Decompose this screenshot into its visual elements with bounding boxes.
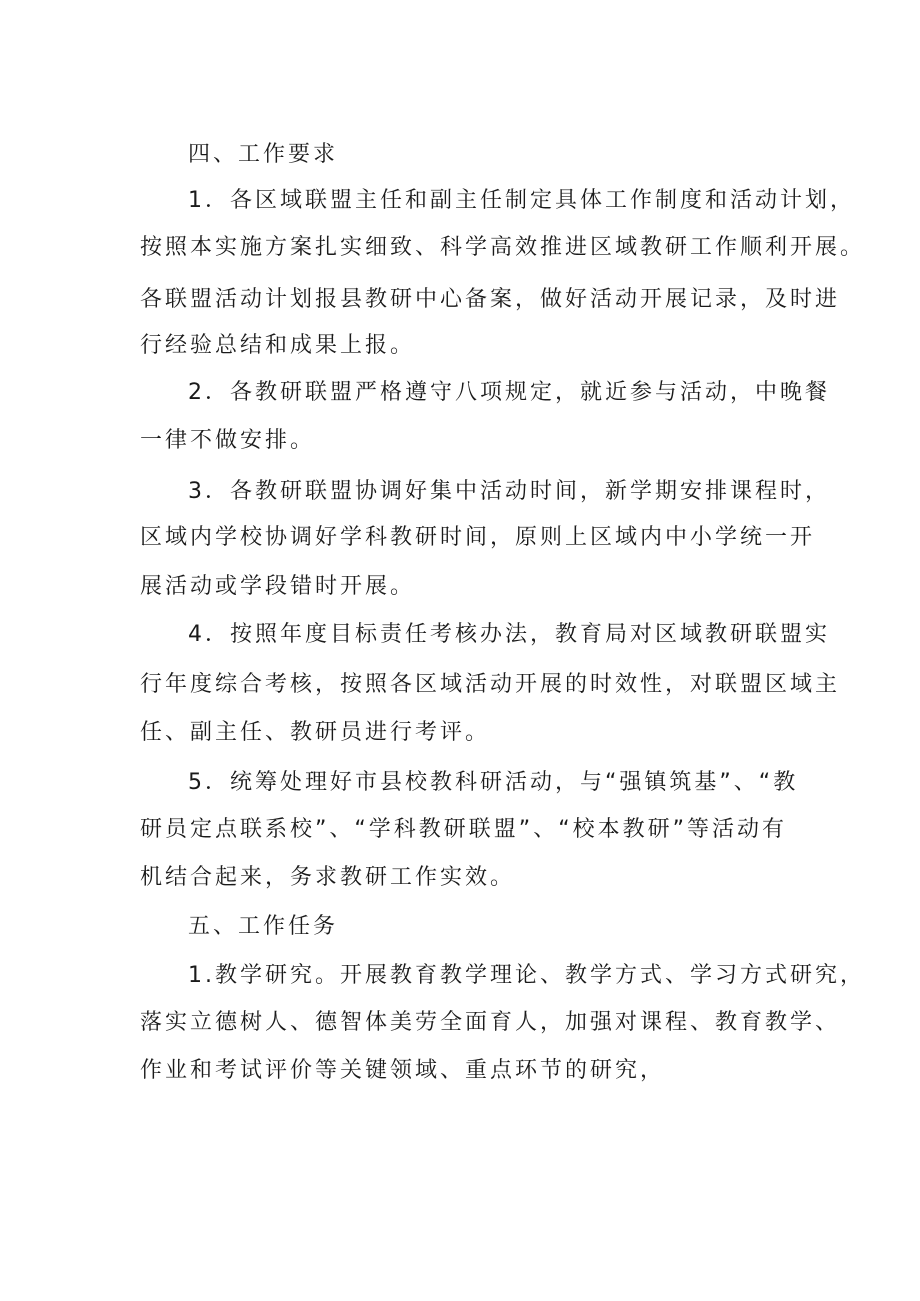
paragraph-line: 5．统筹处理好市县校教科研活动，与“强镇筑基”、“教: [188, 770, 799, 795]
paragraph-line: 一律不做安排。: [140, 428, 316, 453]
paragraph-line: 研员定点联系校”、“学科教研联盟”、“校本教研”等活动有: [140, 817, 787, 842]
section-heading-requirements: 四、工作要求: [188, 142, 339, 167]
paragraph-line: 展活动或学段错时开展。: [140, 574, 416, 599]
paragraph-line: 机结合起来，务求教研工作实效。: [140, 865, 516, 890]
section-heading-tasks: 五、工作任务: [188, 914, 339, 939]
paragraph-line: 2．各教研联盟严格遵守八项规定，就近参与活动，中晚餐: [188, 380, 830, 405]
paragraph-line: 按照本实施方案扎实细致、科学高效推进区域教研工作顺利开展。: [140, 235, 866, 260]
paragraph-line: 落实立德树人、德智体美劳全面育人，加强对课程、教育教学、: [140, 1010, 841, 1035]
paragraph-line: 作业和考试评价等关键领域、重点环节的研究，: [140, 1058, 666, 1083]
paragraph-line: 1.教学研究。开展教育教学理论、教学方式、学习方式研究，: [188, 963, 865, 988]
paragraph-line: 各联盟活动计划报县教研中心备案，做好活动开展记录，及时进: [140, 287, 841, 312]
paragraph-line: 4．按照年度目标责任考核办法，教育局对区域教研联盟实: [188, 622, 830, 647]
paragraph-line: 行经验总结和成果上报。: [140, 333, 416, 358]
paragraph-line: 区域内学校协调好学科教研时间，原则上区域内中小学统一开: [140, 525, 816, 550]
paragraph-line: 行年度综合考核，按照各区域活动开展的时效性，对联盟区域主: [140, 672, 841, 697]
paragraph-line: 3．各教研联盟协调好集中活动时间，新学期安排课程时，: [188, 479, 830, 504]
paragraph-line: 任、副主任、教研员进行考评。: [140, 720, 491, 745]
paragraph-line: 1．各区域联盟主任和副主任制定具体工作制度和活动计划，: [188, 188, 855, 213]
